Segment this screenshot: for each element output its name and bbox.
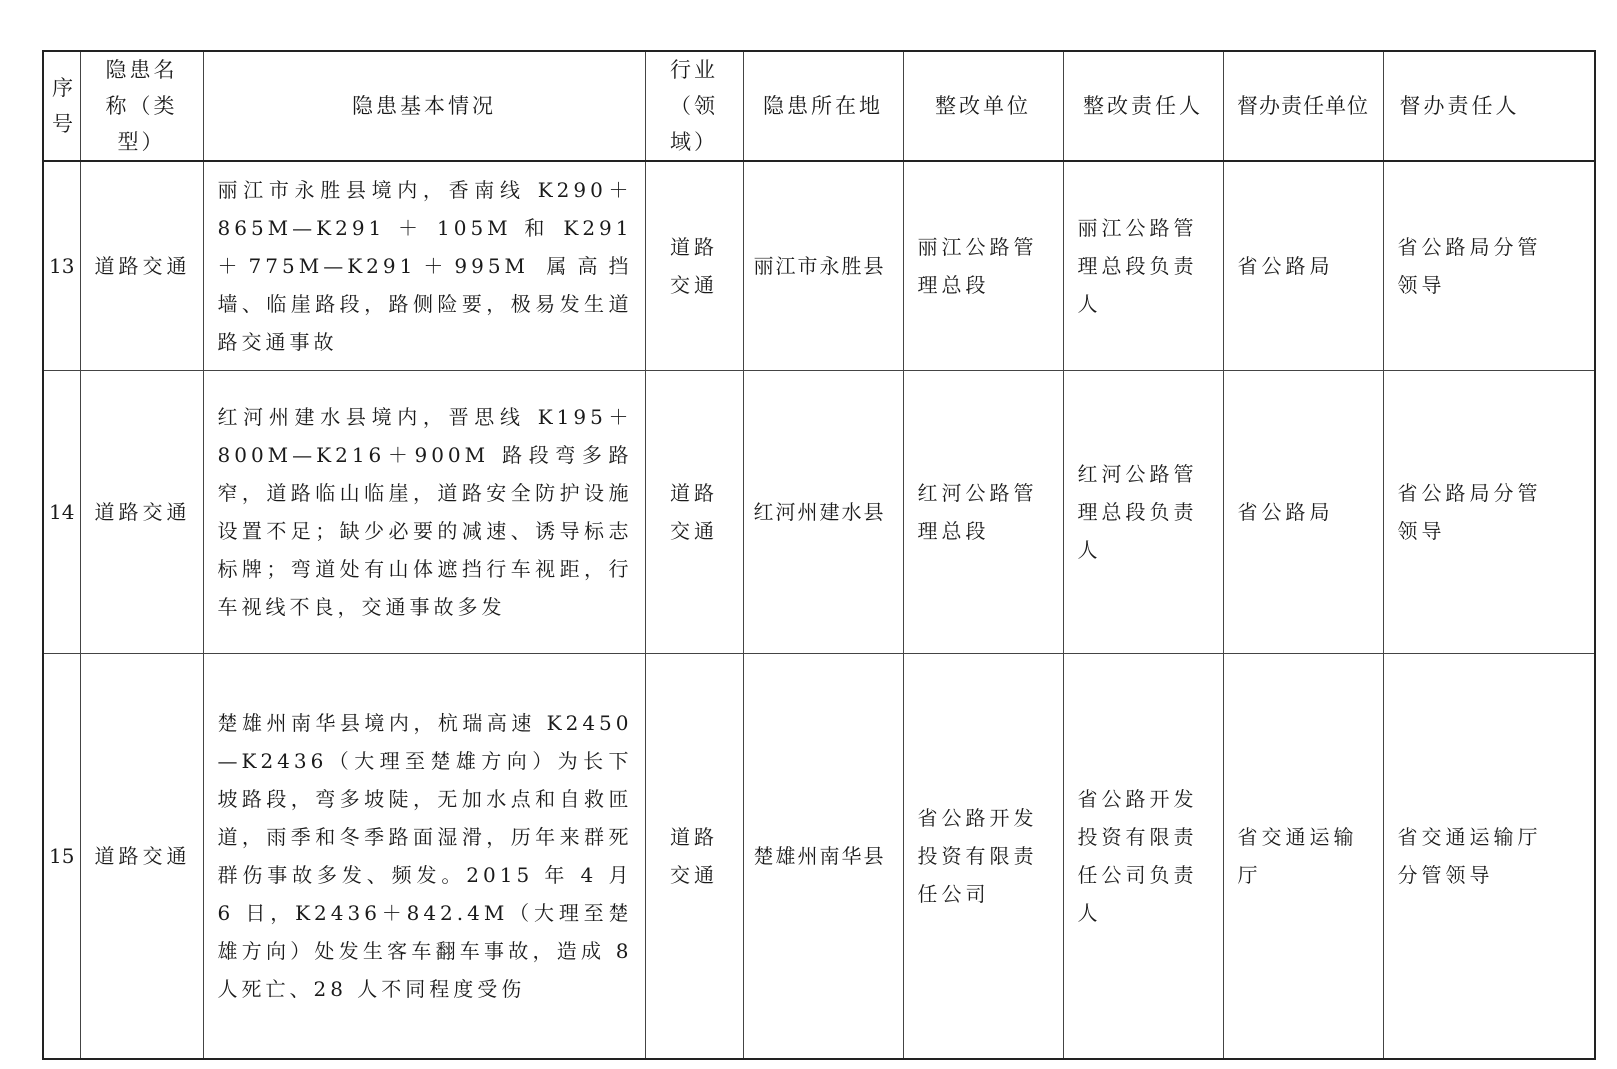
row-unit: 红河公路管理总段 (903, 370, 1063, 653)
row-person: 省公路开发投资有限责任公司负责人 (1063, 653, 1223, 1059)
row-no: 14 (43, 370, 80, 653)
header-name: 隐患名称（类型） (80, 51, 203, 161)
header-super-unit: 督办责任单位 (1223, 51, 1383, 161)
row-no: 15 (43, 653, 80, 1059)
row-super-unit: 省公路局 (1223, 370, 1383, 653)
row-desc: 丽江市永胜县境内，香南线 K290＋865M—K291 ＋ 105M 和 K291 ＋775M—K291＋995M 属高挡墙、临崖路段，路侧险要，极易发生道路交通事故 (203, 161, 645, 370)
row-person: 丽江公路管理总段负责人 (1063, 161, 1223, 370)
row-name: 道路交通 (80, 653, 203, 1059)
row-name: 道路交通 (80, 370, 203, 653)
table-row (43, 653, 1595, 1059)
table-row (43, 370, 1595, 653)
row-super-person: 省公路局分管领导 (1383, 161, 1595, 370)
row-unit: 丽江公路管理总段 (903, 161, 1063, 370)
header-super-person: 督办责任人 (1383, 51, 1595, 161)
row-industry: 道路交通 (645, 370, 743, 653)
hazard-table (42, 50, 1596, 1060)
row-super-unit: 省公路局 (1223, 161, 1383, 370)
row-person: 红河公路管理总段负责人 (1063, 370, 1223, 653)
header-industry: 行业（领域） (645, 51, 743, 161)
table-row (43, 161, 1595, 370)
header-location: 隐患所在地 (743, 51, 903, 161)
row-super-person: 省公路局分管领导 (1383, 370, 1595, 653)
row-desc: 红河州建水县境内，晋思线 K195＋800M—K216＋900M 路段弯多路窄，道路临山临崖，道路安全防护设施设置不足；缺少必要的减速、诱导标志标牌；弯道处有山体遮挡行车视距，行车视线不良，交通事故多发 (203, 370, 645, 653)
row-industry: 道路交通 (645, 161, 743, 370)
header-row (43, 51, 1595, 161)
row-unit: 省公路开发投资有限责任公司 (903, 653, 1063, 1059)
header-no: 序号 (43, 51, 80, 161)
row-location: 丽江市永胜县 (743, 161, 903, 370)
row-location: 红河州建水县 (743, 370, 903, 653)
row-super-unit: 省交通运输厅 (1223, 653, 1383, 1059)
row-name: 道路交通 (80, 161, 203, 370)
header-unit: 整改单位 (903, 51, 1063, 161)
row-desc: 楚雄州南华县境内，杭瑞高速 K2450—K2436（大理至楚雄方向）为长下坡路段，弯多坡陡，无加水点和自救匝道，雨季和冬季路面湿滑，历年来群死群伤事故多发、频发。2015 年 4 月 6 日，K2436＋842.4M（大理至楚雄方向）处发生客车翻车事故，造成 8 人死亡、28 人不同程度受伤 (203, 653, 645, 1059)
row-location: 楚雄州南华县 (743, 653, 903, 1059)
row-no: 13 (43, 161, 80, 370)
header-desc: 隐患基本情况 (203, 51, 645, 161)
row-industry: 道路交通 (645, 653, 743, 1059)
header-person: 整改责任人 (1063, 51, 1223, 161)
row-super-person: 省交通运输厅分管领导 (1383, 653, 1595, 1059)
